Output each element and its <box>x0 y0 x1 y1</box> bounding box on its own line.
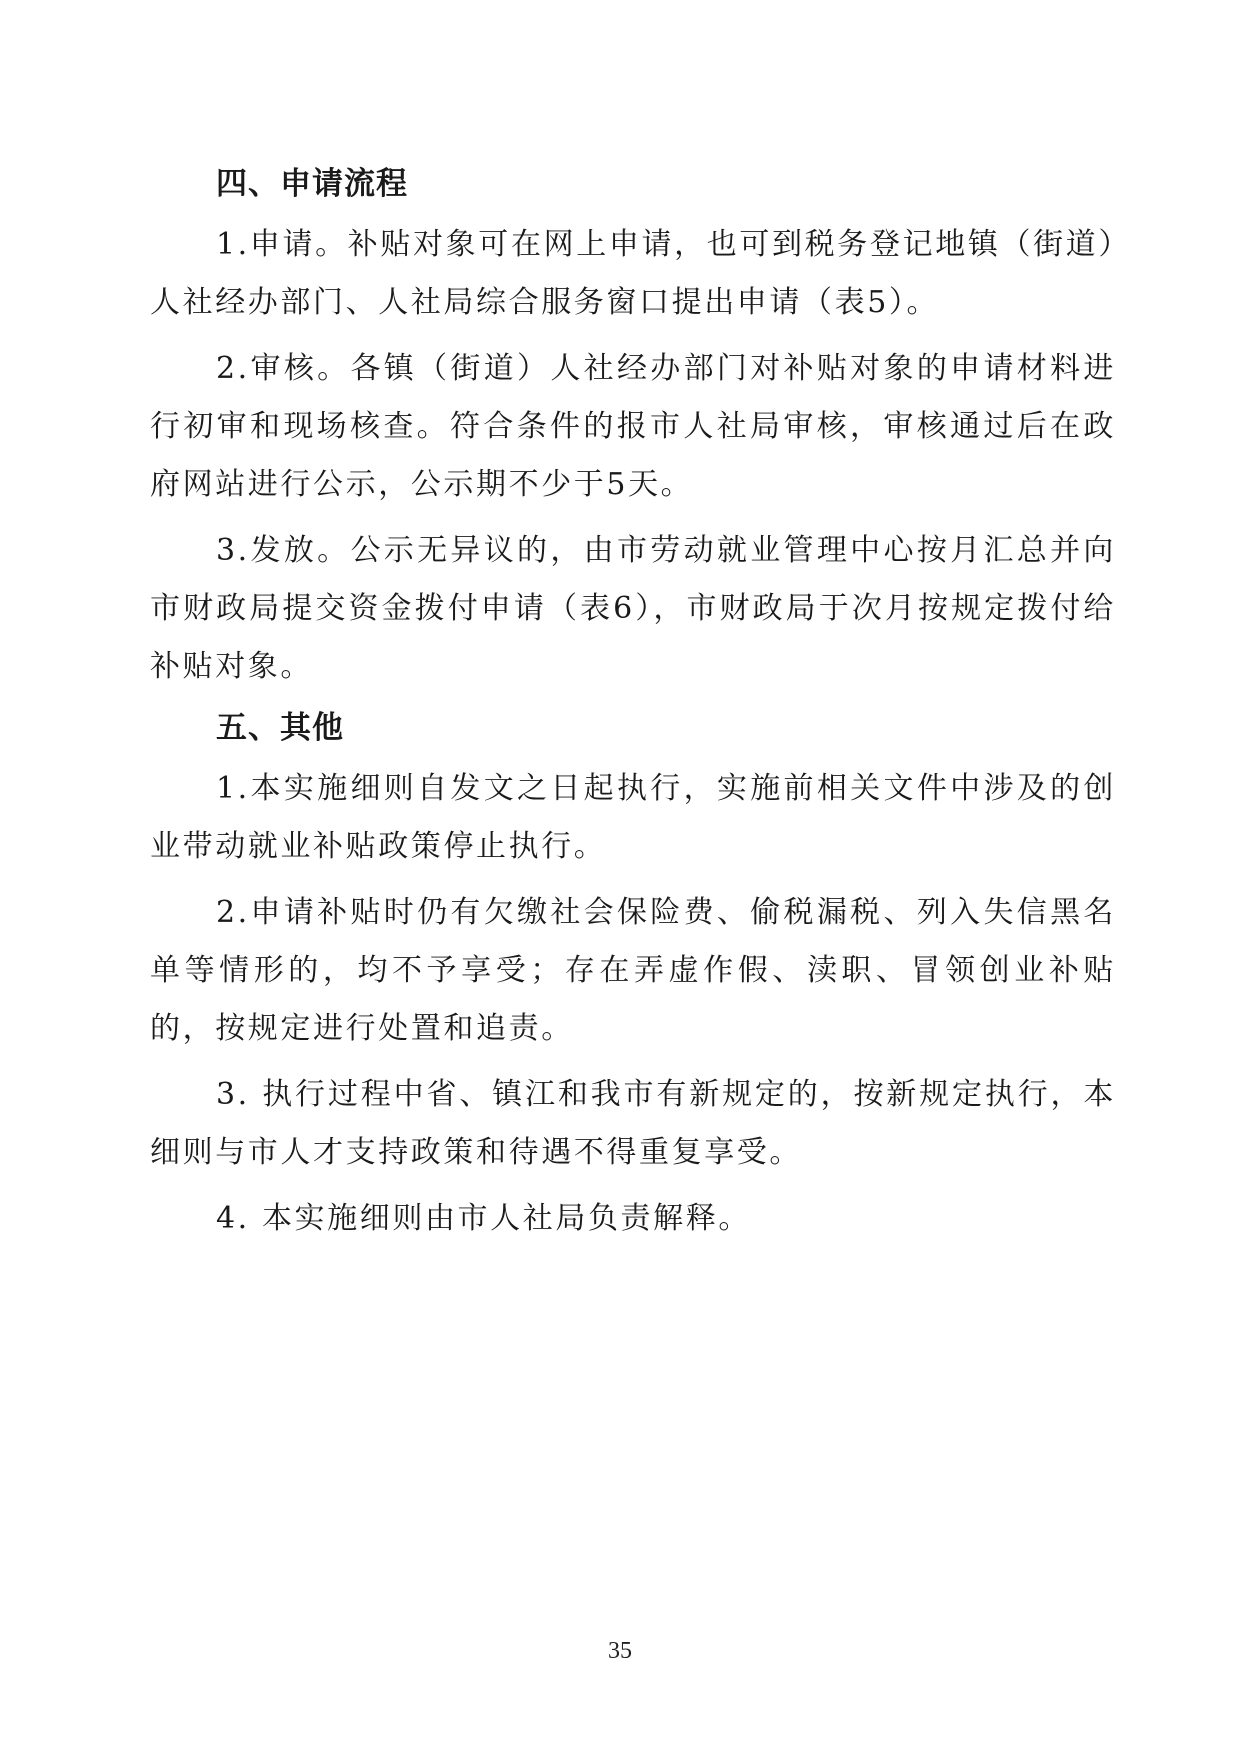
paragraph-review: 2.审核。各镇（街道）人社经办部门对补贴对象的申请材料进行初审和现场核查。符合条件的报市人社局审核，审核通过后在政府网站进行公示，公示期不少于5天。 <box>150 351 1116 502</box>
document-page <box>150 160 1116 1256</box>
paragraph-interpretation: 4. 本实施细则由市人社局负责解释。 <box>216 1201 751 1236</box>
page-number: 35 <box>608 1638 632 1664</box>
section-heading-other: 五、其他 <box>216 710 344 746</box>
paragraph-exclusions: 2.申请补贴时仍有欠缴社会保险费、偷税漏税、列入失信黑名单等情形的，均不予享受；存在弄虚作假、渎职、冒领创业补贴的，按规定进行处置和追责。 <box>150 895 1116 1046</box>
section-heading-application-process: 四、申请流程 <box>216 166 408 202</box>
paragraph-effective-date: 1.本实施细则自发文之日起执行，实施前相关文件中涉及的创业带动就业补贴政策停止执行。 <box>150 771 1116 864</box>
paragraph-apply: 1.申请。补贴对象可在网上申请，也可到税务登记地镇（街道）人社经办部门、人社局综合服务窗口提出申请（表5）。 <box>150 227 1116 320</box>
paragraph-new-regulations: 3. 执行过程中省、镇江和我市有新规定的，按新规定执行，本细则与市人才支持政策和待遇不得重复享受。 <box>150 1077 1116 1170</box>
paragraph-disburse: 3.发放。公示无异议的，由市劳动就业管理中心按月汇总并向市财政局提交资金拨付申请（表6），市财政局于次月按规定拨付给补贴对象。 <box>150 533 1116 684</box>
